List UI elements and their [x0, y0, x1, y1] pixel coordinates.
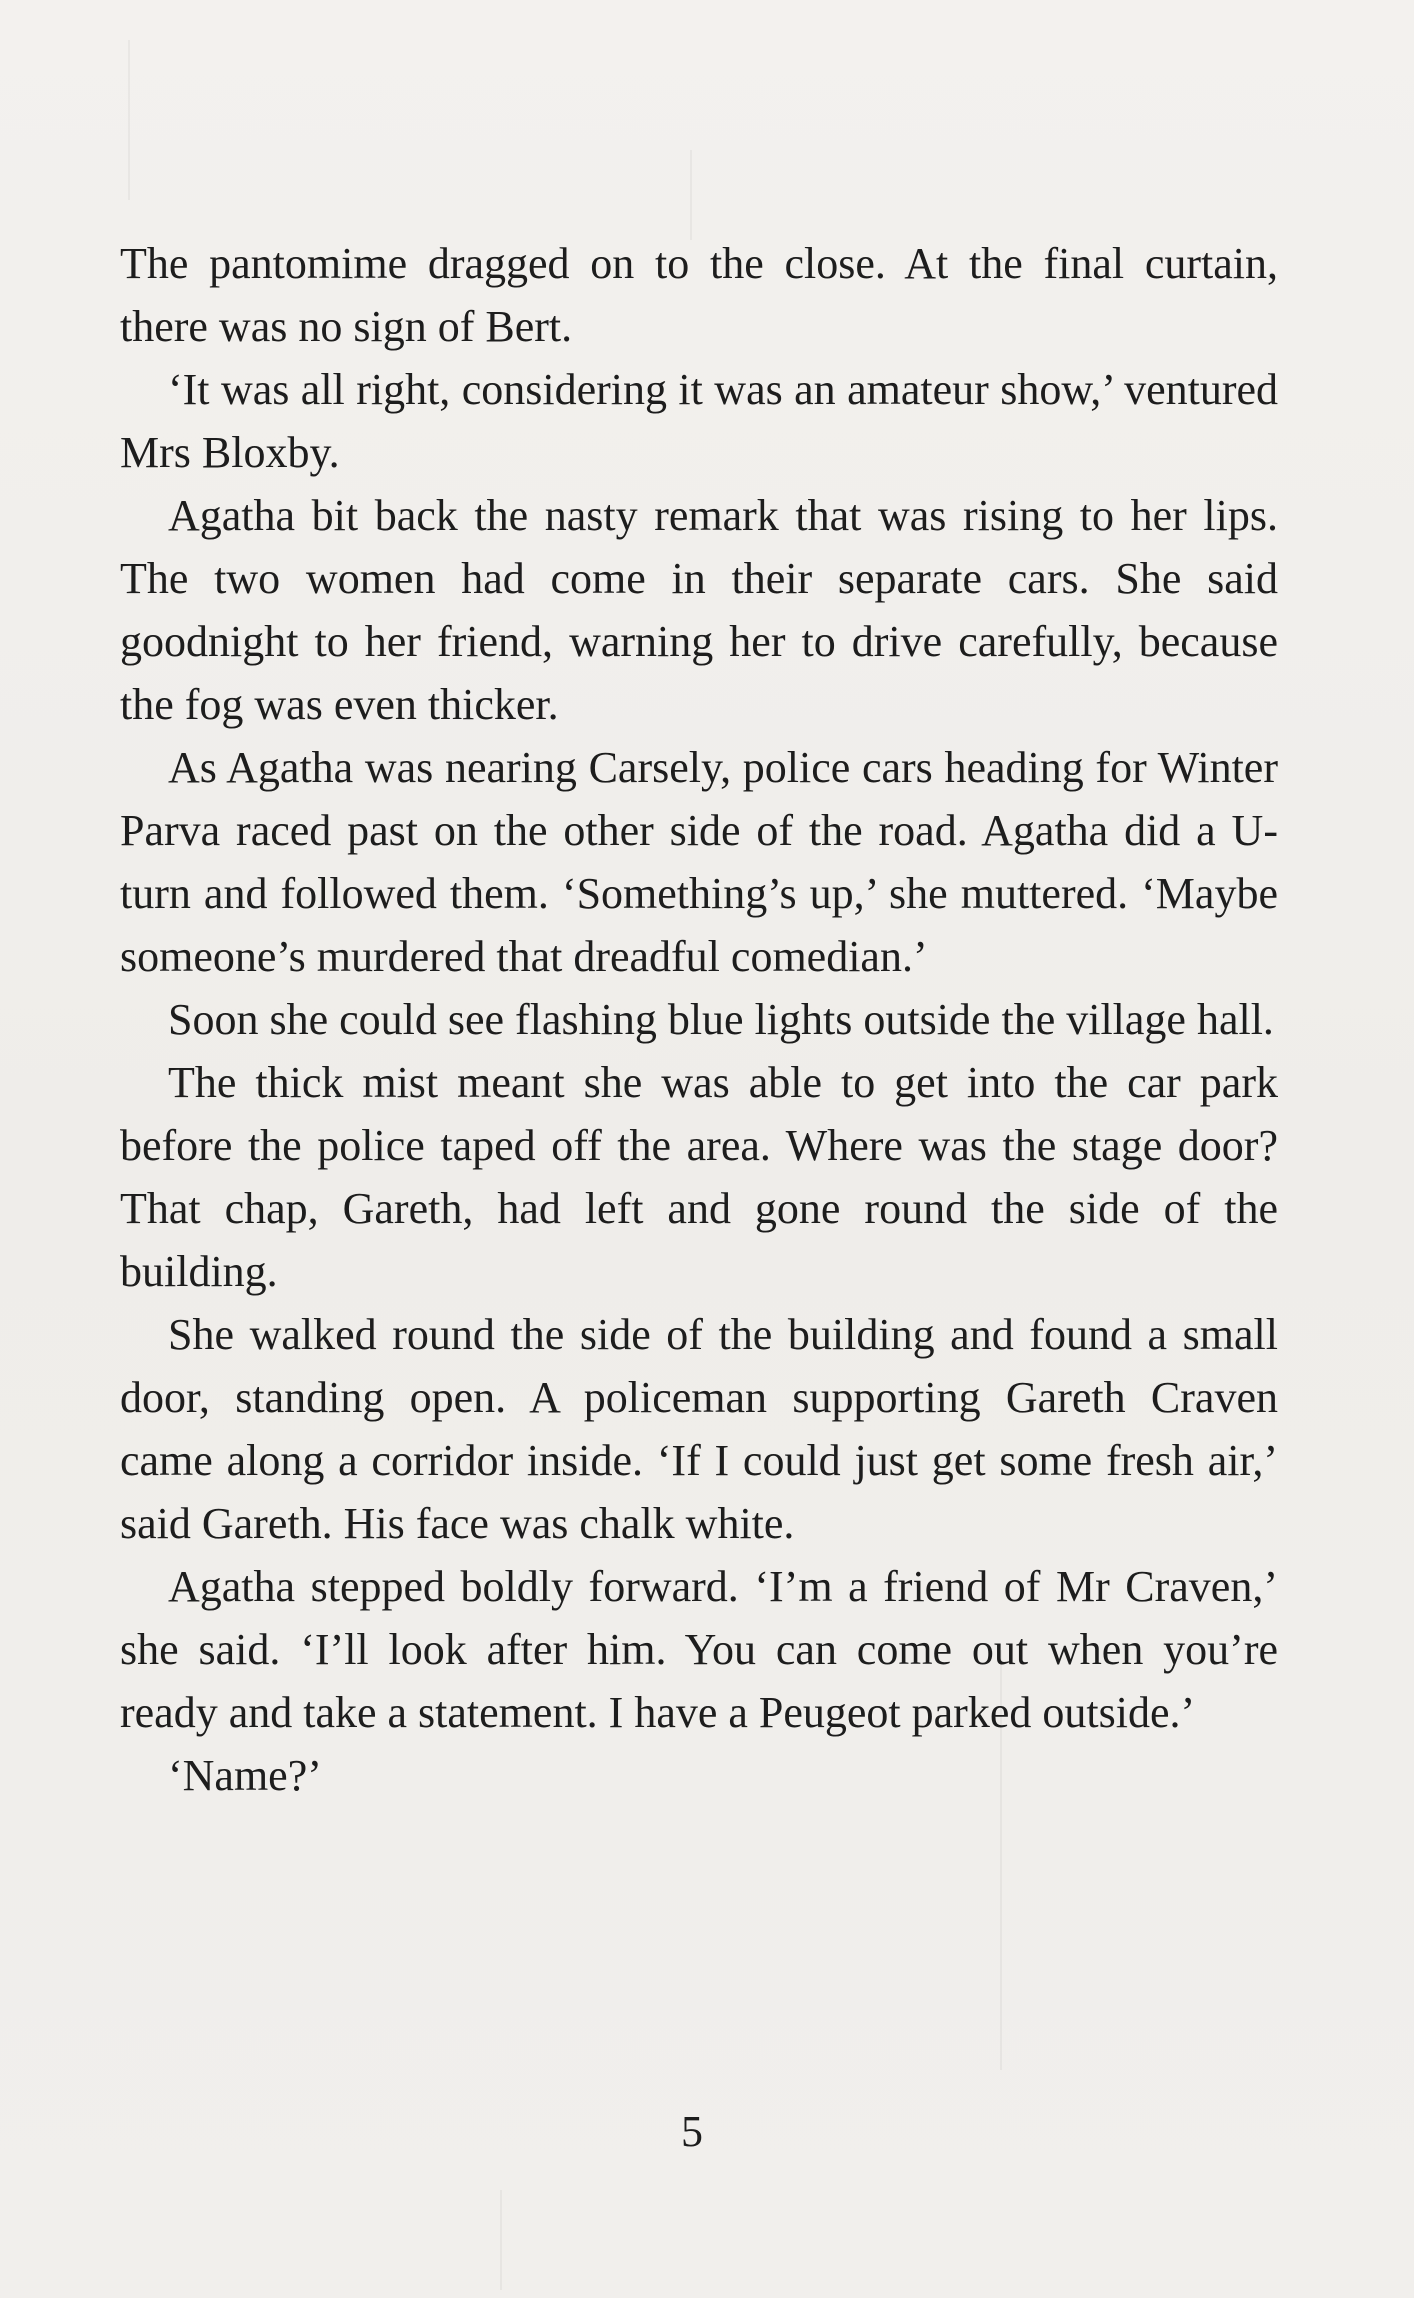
paragraph: Agatha bit back the nasty remark that was rising to her lips. The two women had come in their separate cars. She said goodnight to her friend, warning her to drive carefully, because the fog was even thicker.	[120, 491, 1278, 729]
paragraph: ‘Name?’	[168, 1751, 322, 1800]
paragraph: ‘It was all right, considering it was an amateur show,’ ventured Mrs Bloxby.	[120, 365, 1278, 477]
paragraph: Agatha stepped boldly forward. ‘I’m a friend of Mr Craven,’ she said. ‘I’ll look after him. You can come out when you’re ready and take a statement. I have a Peugeot parked outside.’	[120, 1562, 1278, 1737]
paragraph: She walked round the side of the building and found a small door, standing open. A policeman supporting Gareth Craven came along a corridor inside. ‘If I could just get some fresh air,’ said Gareth. His face was chalk white.	[120, 1310, 1278, 1548]
paragraph: As Agatha was nearing Carsely, police cars heading for Winter Parva raced past on the other side of the road. Agatha did a U-turn and followed them. ‘Something’s up,’ she muttered. ‘Maybe someone’s murdered that dreadful comedian.’	[120, 743, 1278, 981]
paragraph: Soon she could see flashing blue lights outside the village hall.	[168, 995, 1274, 1044]
paragraph: The pantomime dragged on to the close. At the final curtain, there was no sign of Bert.	[120, 239, 1278, 351]
body-text	[120, 232, 1278, 1807]
paragraph: The thick mist meant she was able to get into the car park before the police taped off the area. Where was the stage door? That chap, Gareth, had left and gone round the side of the building.	[120, 1058, 1278, 1296]
show-through-mark	[690, 150, 692, 240]
show-through-mark	[500, 2190, 502, 2290]
page-number: 5	[681, 2107, 703, 2156]
show-through-mark	[128, 40, 130, 200]
